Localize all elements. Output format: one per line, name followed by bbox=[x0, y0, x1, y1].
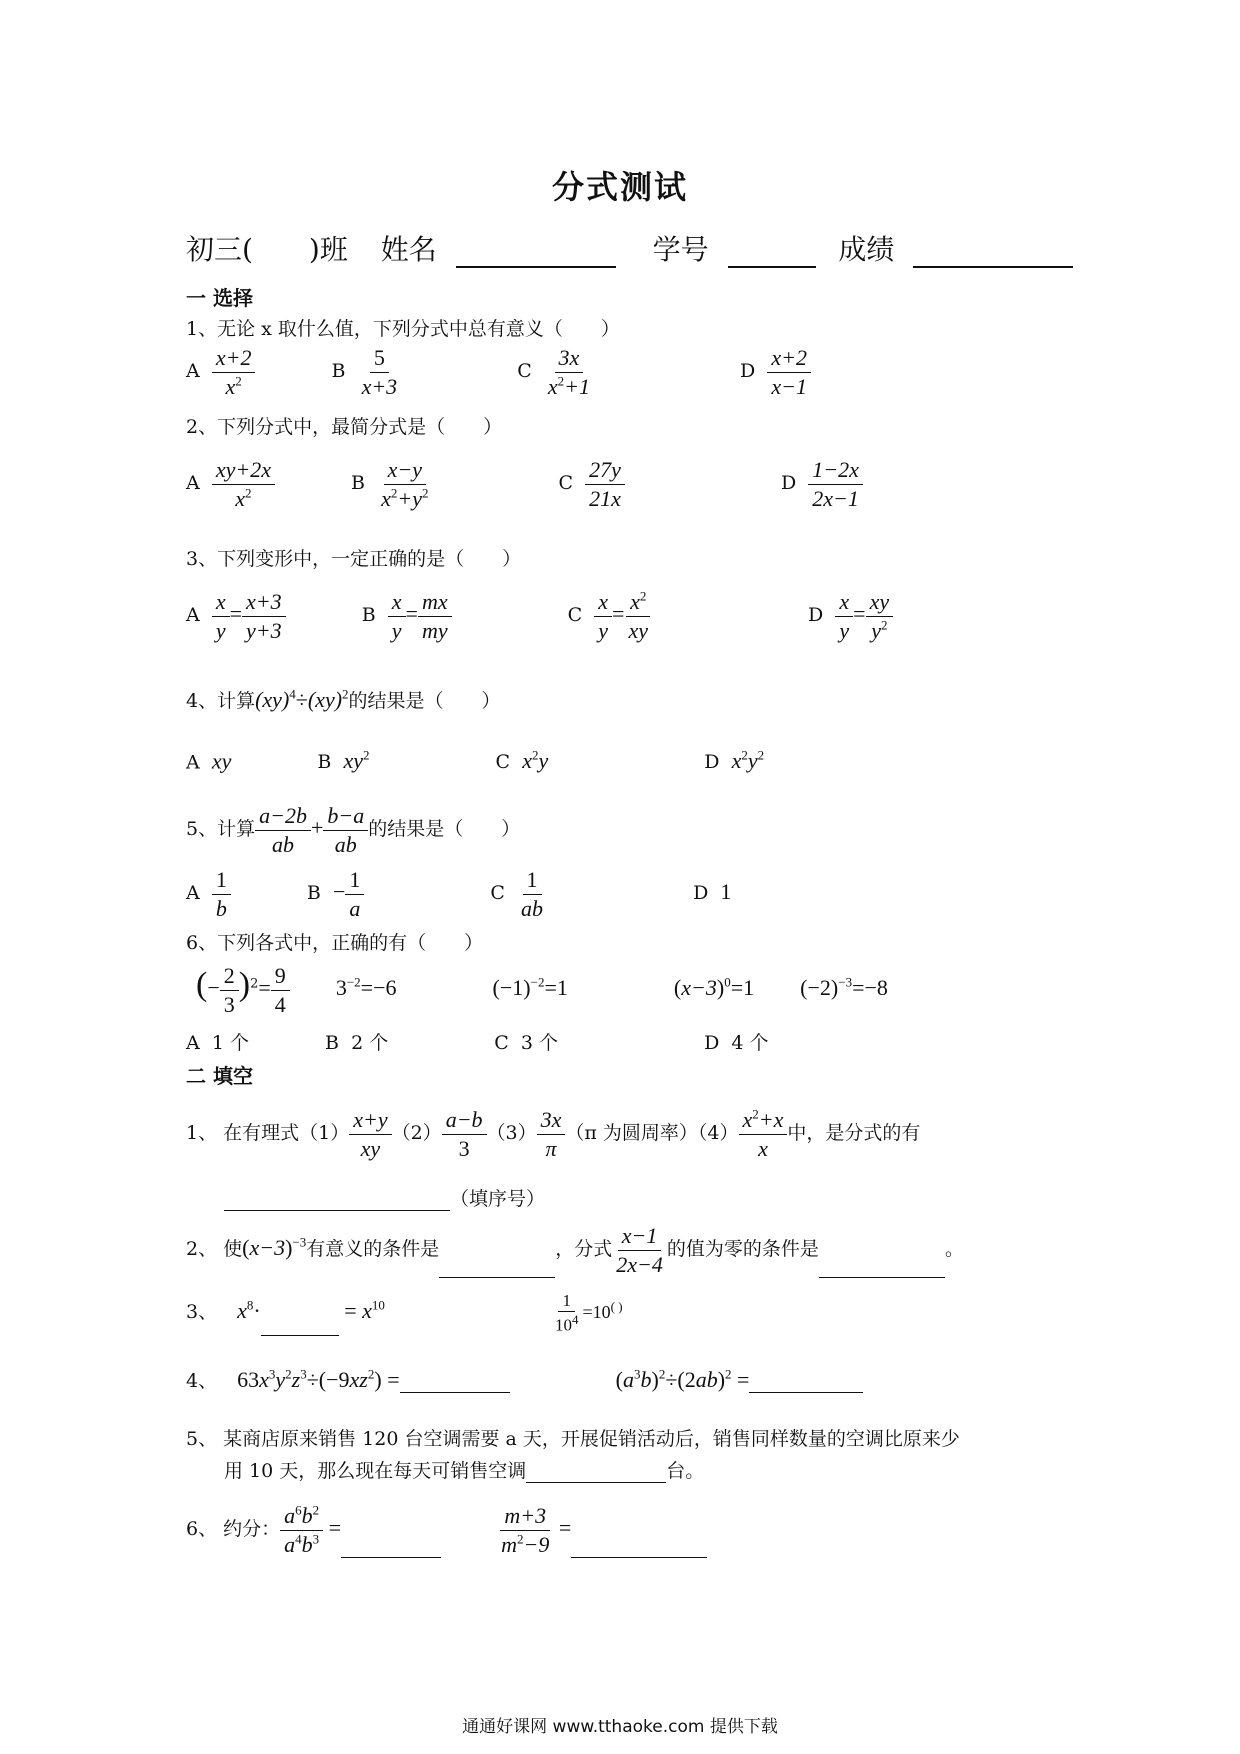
q6-option-c[interactable]: 3 个 bbox=[520, 1032, 559, 1054]
f2-blank-2[interactable] bbox=[819, 1257, 945, 1278]
class-label: 初三( )班 bbox=[186, 233, 348, 266]
f4-blank-1[interactable] bbox=[400, 1372, 510, 1393]
f2-blank-1[interactable] bbox=[439, 1257, 555, 1278]
footer-credit: 通通好课网 www.tthaoke.com 提供下载 bbox=[462, 1717, 778, 1737]
q3-option-a[interactable]: $\frac{x+3}{y+3}$ bbox=[242, 588, 286, 644]
f5-line1: 5、 某商店原来销售 120 台空调需要 a 天，开展促销活动后，销售同样数量的空调比原来少 bbox=[186, 1428, 960, 1450]
student-info-row bbox=[186, 228, 1073, 268]
f3-text: 3、 $x^8\cdot = x^{10}$ $\frac{1}{10^4}$ =10( ) bbox=[186, 1291, 623, 1335]
q1-option-a[interactable]: $\frac{x+2}{x^2}$ bbox=[212, 344, 256, 400]
q4-option-d[interactable]: $x^2y^2$ bbox=[731, 748, 765, 774]
q3-options: A $\frac{x}{y}$ = $\frac{x+3}{y+3}$ B $\frac{x}{y}$ = $\frac{mx}{my}$ C $\frac{x}{y}$ = $\frac{x^2}{xy}$ D $\frac{x}{y}$ = $\frac{xy}{y^2}$ bbox=[186, 588, 893, 644]
f1-answer: （填序号） bbox=[224, 1184, 545, 1211]
q1-option-d[interactable]: $\frac{x+2}{x-1}$ bbox=[767, 344, 811, 400]
f2-text: 2、 使$(x-3)^{-3}$有意义的条件是 ，分式 $\frac{x-1}{2x-4}$ 的值为零的条件是 。 bbox=[186, 1223, 964, 1277]
f1-blank[interactable] bbox=[224, 1190, 450, 1211]
name-label: 姓名 bbox=[380, 233, 437, 266]
q4-text: 4、计算(xy)$^4$÷(xy)$^2$的结果是（ ） bbox=[186, 686, 501, 712]
q6-expressions: (− $\frac{2}{3}$ )$^2$= $\frac{9}{4}$ $3^{-2}=-6$ $(-1)^{-2}=1$ $(x-3)^0=1$ $(-2)^{-3}=-8$ bbox=[196, 963, 888, 1017]
q6-option-a[interactable]: 1 个 bbox=[211, 1032, 249, 1054]
q2-text: 2、下列分式中，最简分式是（ ） bbox=[186, 416, 503, 438]
q2-option-a[interactable]: $\frac{xy+2x}{x^2}$ bbox=[212, 456, 275, 512]
q6-options: A 1 个 B 2 个 C 3 个 D 4 个 bbox=[186, 1032, 769, 1054]
section-choice-heading: 一 选择 bbox=[186, 286, 253, 310]
f5-line2: 用 10 天，那么现在每天可销售空调 台。 bbox=[224, 1460, 705, 1482]
score-blank[interactable] bbox=[913, 238, 1073, 268]
f6-blank-2[interactable] bbox=[571, 1537, 707, 1558]
q6-option-b[interactable]: 2 个 bbox=[351, 1032, 389, 1054]
q4-option-c[interactable]: $x^2y$ bbox=[522, 748, 549, 774]
page-title: 分式测试 bbox=[551, 168, 688, 206]
q3-option-b[interactable]: $\frac{mx}{my}$ bbox=[418, 588, 452, 644]
q6-text: 6、下列各式中，正确的有（ ） bbox=[186, 932, 484, 954]
score-label: 成绩 bbox=[838, 233, 895, 266]
f1-text: 1、 在有理式（1） $\frac{x+y}{xy}$ （2） $\frac{a-b}{3}$ （3） $\frac{3x}{\pi}$ （π 为圆周率）（4） $\frac{x^2+x}{x}$ 中，是分式的有 bbox=[186, 1106, 921, 1161]
q1-option-c[interactable]: $\frac{3x}{x^2+1}$ bbox=[547, 345, 590, 399]
f3-blank-1[interactable] bbox=[261, 1315, 339, 1336]
q6-option-d[interactable]: 4 个 bbox=[731, 1032, 769, 1054]
q2-option-c[interactable]: $\frac{27y}{21x}$ bbox=[585, 456, 625, 512]
q2-option-d[interactable]: $\frac{1-2x}{2x-1}$ bbox=[808, 456, 863, 512]
q1-text: 1、无论 x 取什么值，下列分式中总有意义（ ） bbox=[186, 318, 620, 340]
q3-option-c[interactable]: $\frac{x^2}{xy}$ bbox=[624, 588, 652, 644]
q5-option-b[interactable]: $\frac{1}{a}$ bbox=[345, 866, 364, 922]
q1-option-b[interactable]: $\frac{5}{x+3}$ bbox=[361, 345, 398, 399]
f4-text: 4、 $63x^3y^2z^3\div(-9xz^2) = (a^3b)^2\div(2ab)^2$ = bbox=[186, 1366, 863, 1393]
q5-option-a[interactable]: $\frac{1}{b}$ bbox=[212, 866, 231, 922]
number-blank[interactable] bbox=[728, 238, 816, 268]
q1-options: A $\frac{x+2}{x^2}$ B $\frac{5}{x+3}$ C $\frac{3x}{x^2+1}$ D $\frac{x+2}{x-1}$ bbox=[186, 344, 811, 400]
f5-blank[interactable] bbox=[526, 1462, 666, 1483]
section-fill-heading: 二 填空 bbox=[186, 1064, 253, 1088]
q3-text: 3、下列变形中，一定正确的是（ ） bbox=[186, 548, 522, 570]
f6-blank-1[interactable] bbox=[341, 1537, 441, 1558]
q5-option-c[interactable]: $\frac{1}{ab}$ bbox=[521, 867, 544, 921]
q4-options: A xy B $xy^2$ C $x^2y$ D $x^2y^2$ bbox=[186, 748, 765, 774]
q5-option-d[interactable]: 1 bbox=[720, 879, 732, 904]
name-blank[interactable] bbox=[456, 238, 616, 268]
q3-option-d[interactable]: $\frac{xy}{y^2}$ bbox=[866, 588, 894, 644]
q4-option-a[interactable]: xy bbox=[211, 748, 232, 774]
q5-options: A $\frac{1}{b}$ B − $\frac{1}{a}$ C $\frac{1}{ab}$ D 1 bbox=[186, 867, 732, 921]
f4-blank-2[interactable] bbox=[749, 1372, 863, 1393]
f6-text: 6、 约分： $\frac{a^6b^2}{a^4b^3}$ = $\frac{m+3}{m^2-9}$ = bbox=[186, 1502, 707, 1558]
q2-options: A $\frac{xy+2x}{x^2}$ B $\frac{x-y}{x^2+y^2}$ C $\frac{27y}{21x}$ D $\frac{1-2x}{2x-1}$ bbox=[186, 456, 863, 512]
q2-option-b[interactable]: $\frac{x-y}{x^2+y^2}$ bbox=[381, 457, 429, 511]
q5-text: 5、计算 $\frac{a-2b}{ab}$ + $\frac{b-a}{ab}$ 的结果是（ ） bbox=[186, 803, 521, 857]
q4-option-b[interactable]: $xy^2$ bbox=[343, 748, 370, 774]
number-label: 学号 bbox=[652, 233, 709, 266]
